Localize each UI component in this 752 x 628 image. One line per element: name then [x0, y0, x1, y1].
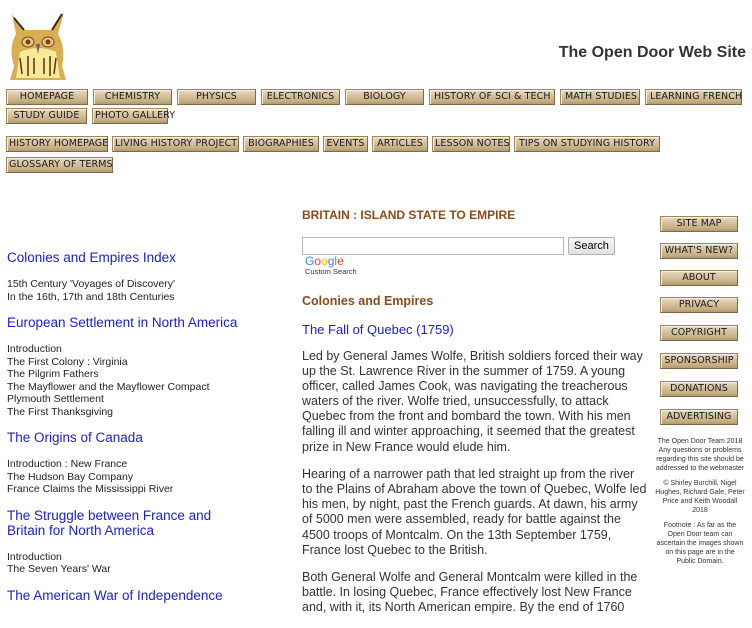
list-item[interactable]: The Mayflower and the Mayflower Compact [7, 380, 210, 393]
article-paragraph: Led by General James Wolfe, British soldiers forced their way up the St. Lawrence River in the summer of 1759. A young officer, called James Cook, was navigating the treacherous waters of the river. Wolfe tried, unsuccessfully, to attack Quebec from the front and bombard the town. With his men falling ill and winter approaching, it seemed that the greatest prize in New France would elude him. [302, 349, 643, 454]
list-item[interactable]: Introduction [7, 343, 62, 355]
section-link-american-war[interactable]: The American War of Independence [7, 587, 223, 603]
brand-letter: o [321, 254, 328, 268]
list-item[interactable]: France Claims the Mississippi River [7, 483, 174, 495]
team-note: The Open Door Team 2018 Any questions or problems regarding this site should be addressed to the webmaster [655, 438, 745, 472]
list-item[interactable]: Plymouth Settlement [7, 393, 104, 405]
footer-notes [655, 437, 745, 566]
list-item[interactable]: The First Colony : Virginia [7, 355, 128, 368]
search-form [302, 237, 647, 255]
custom-search-label: Custom Search [305, 267, 357, 276]
nav-physics[interactable]: PHYSICS [177, 89, 256, 105]
advertising-button[interactable]: ADVERTISING [660, 409, 738, 425]
nav-chemistry[interactable]: CHEMISTRY [93, 89, 172, 105]
list-item[interactable]: The Seven Years' War [7, 563, 111, 575]
nav-row-subjects [6, 89, 742, 105]
footnote: Footnote : As far as the Open Door team can ascertain the images shown on this page are in the Public Domain. [656, 522, 744, 565]
section-link-colonies-index[interactable]: Colonies and Empires Index [7, 250, 176, 265]
article-paragraph: Both General Wolfe and General Montcalm were killed in the battle. In losing Quebec, France effectively lost New France and, with it, its North American empire. By the end of 1760 [302, 570, 638, 615]
list-item[interactable]: The Hudson Bay Company [7, 470, 134, 483]
nav-events[interactable]: EVENTS [323, 136, 368, 152]
section-items [7, 458, 287, 496]
search-button[interactable]: Search [568, 237, 615, 255]
nav-math-studies[interactable]: MATH STUDIES [560, 89, 640, 105]
article-title[interactable]: The Fall of Quebec (1759) [302, 322, 454, 337]
nav-learning-french[interactable]: LEARNING FRENCH [645, 89, 742, 105]
section-link-origins-of-canada[interactable]: The Origins of Canada [7, 430, 143, 445]
nav-biographies[interactable]: BIOGRAPHIES [243, 136, 319, 152]
nav-row-guides [6, 108, 176, 124]
list-item[interactable]: The First Thanksgiving [7, 405, 114, 418]
nav-history-homepage[interactable]: HISTORY HOMEPAGE [6, 136, 108, 152]
nav-living-history-project[interactable]: LIVING HISTORY PROJECT [112, 136, 239, 152]
nav-tips-studying-history[interactable]: TIPS ON STUDYING HISTORY [514, 136, 660, 152]
nav-row-glossary [6, 157, 113, 173]
brand-letter: o [314, 254, 322, 268]
privacy-button[interactable]: PRIVACY [660, 297, 738, 313]
section-items [7, 551, 287, 576]
nav-homepage[interactable]: HOMEPAGE [6, 89, 88, 105]
nav-articles[interactable]: ARTICLES [372, 136, 428, 152]
brand-letter: e [337, 254, 344, 268]
main-content [302, 208, 647, 628]
page-title: BRITAIN : ISLAND STATE TO EMPIRE [302, 208, 516, 222]
whats-new-button[interactable]: WHAT'S NEW? [660, 243, 738, 259]
brand-letter: g [327, 254, 335, 268]
brand-letter: G [305, 254, 315, 268]
about-button[interactable]: ABOUT [660, 270, 738, 286]
site-map-button[interactable]: SITE MAP [660, 216, 738, 232]
article-paragraph: Hearing of a narrower path that led straight up from the river to the Plains of Abraham above the town of Quebec, Wolfe led his men, by night, past the French guards. At dawn, his army of 5000 men were assembled, ready for battle against the 4500 troops of Montcalm. On the 13th September 1759, France lost Quebec to the British. [302, 467, 647, 557]
nav-lesson-notes[interactable]: LESSON NOTES [432, 136, 510, 152]
sponsorship-button[interactable]: SPONSORSHIP [660, 353, 738, 369]
section-link-european-settlement[interactable]: European Settlement in North America [7, 315, 238, 330]
list-item[interactable]: Introduction : New France [7, 458, 128, 470]
copyright-button[interactable]: COPYRIGHT [660, 325, 738, 341]
nav-history-of-sci-tech[interactable]: HISTORY OF SCI & TECH [429, 89, 555, 105]
brand-letter: l [334, 254, 338, 268]
list-item[interactable]: In the 16th, 17th and 18th Centuries [7, 290, 175, 303]
google-logo [305, 255, 647, 267]
list-item[interactable]: 15th Century 'Voyages of Discovery' [7, 278, 176, 290]
owl-logo[interactable] [6, 8, 70, 82]
list-item[interactable]: Introduction [7, 550, 62, 563]
site-title: The Open Door Web Site [558, 44, 746, 61]
right-sidebar [655, 216, 745, 572]
nav-biology[interactable]: BIOLOGY [345, 89, 424, 105]
nav-row-history [6, 136, 660, 152]
nav-electronics[interactable]: ELECTRONICS [261, 89, 340, 105]
copyright-note: © Shirley Burchill, Nigel Hughes, Richard Gale, Peter Price and Keith Woodall 2018 [655, 480, 745, 514]
section-heading: Colonies and Empires [302, 294, 434, 308]
section-items [7, 278, 287, 303]
list-item[interactable]: The Pilgrim Fathers [7, 368, 99, 380]
section-link-france-britain-struggle[interactable]: The Struggle between France and Britain for North America [7, 507, 212, 538]
section-items [7, 343, 287, 418]
nav-glossary-of-terms[interactable]: GLOSSARY OF TERMS [6, 157, 113, 173]
donations-button[interactable]: DONATIONS [660, 381, 738, 397]
left-sidebar [7, 250, 287, 616]
nav-photo-gallery[interactable]: PHOTO GALLERY [92, 108, 168, 124]
nav-study-guide[interactable]: STUDY GUIDE [6, 108, 87, 124]
search-input[interactable] [302, 237, 564, 255]
